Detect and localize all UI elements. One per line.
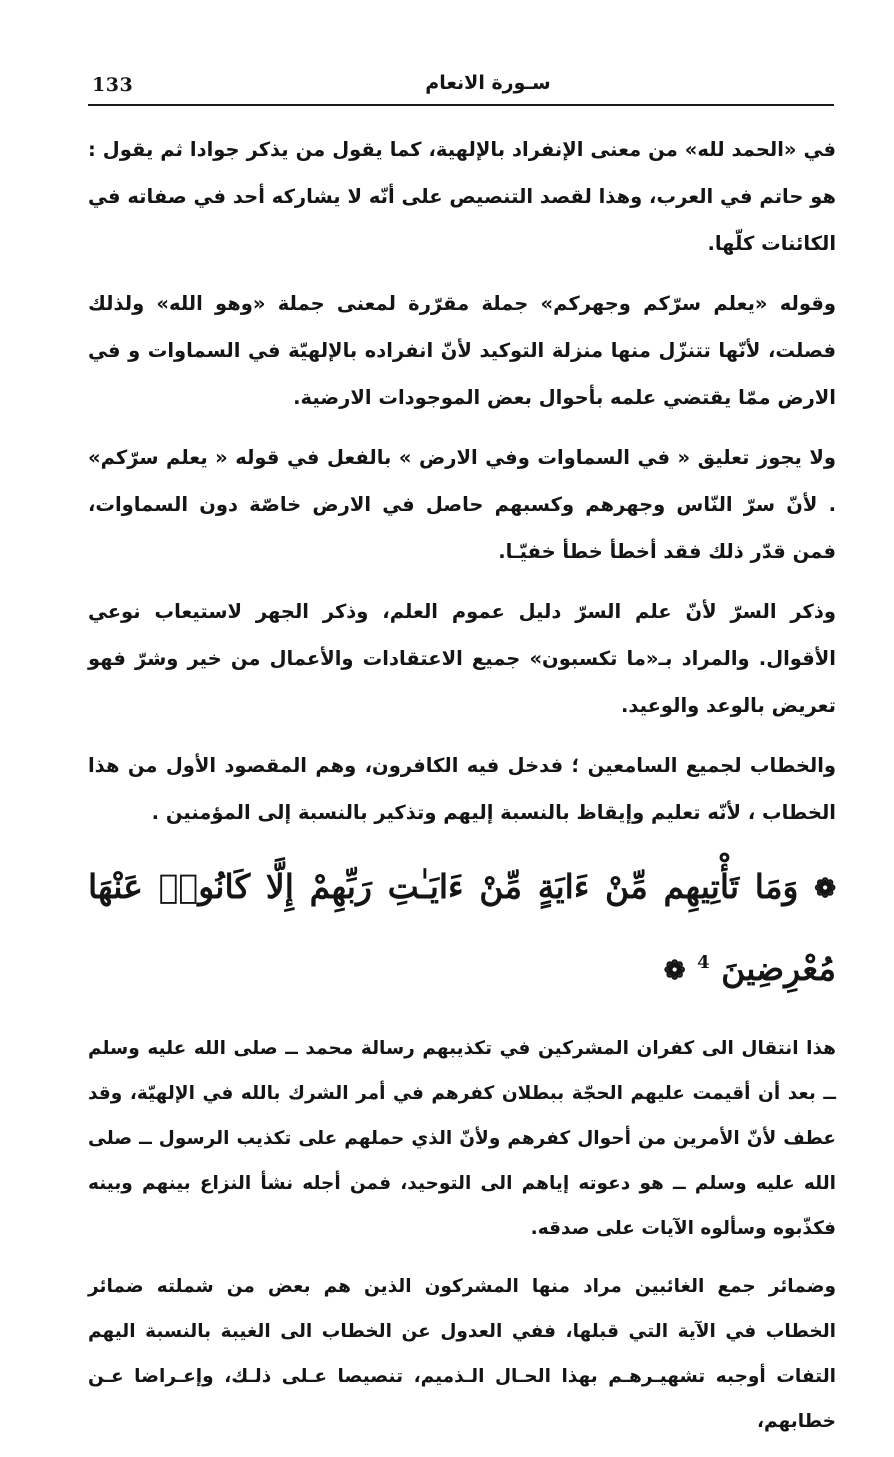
verse-number: 4 [697, 952, 710, 973]
page-number: 133 [92, 74, 134, 96]
page-header [88, 72, 836, 102]
running-title: سـورة الانعام [425, 72, 551, 94]
verse-close-ornament-icon: ❁ [663, 956, 686, 986]
quran-verse [88, 850, 836, 1008]
verse-open-ornament-icon: ❁ [814, 874, 836, 904]
commentary-paragraph: هذا انتقال الى كفران المشركين في تكذيبهم رسالة محمد ــ صلى الله عليه وسلم ــ بعد أن أقيمت عليهم الحجّة ببطلان كفرهم في أمر الشرك بالله في الإلهيّة، وقد عطف لأنّ الأمرين من أحوال كفرهم ولأنّ الذي حملهم على تكذيب الرسول ــ صلى الله عليه وسلم ــ هو دعوته إياهم الى التوحيد، فمن أجله نشأ النزاع بينهم وبينه فكذّبوه وسألوه الآيات على صدقه. [88, 1038, 836, 1239]
commentary-paragraph: وضمائر جمع الغائبين مراد منها المشركون الذين هم بعض من شملته ضمائر الخطاب في الآية التي قبلها، ففي العدول عن الخطاب الى الغيبة بالنسبة اليهم التفات أوجبه تشهيـرهـم بهذا الحـال الـذميم، تنصيصا عـلى ذلـك، وإعـراضا عـن خطابهم، [88, 1276, 836, 1432]
paragraph: وذكر السرّ لأنّ علم السرّ دليل عموم العلم، وذكر الجهر لاستيعاب نوعي الأقوال. والمراد بـ«ما تكسبون» جميع الاعتقادات والأعمال من خير وشرّ فهو تعريض بالوعد والوعيد. [88, 600, 836, 717]
page-body [88, 126, 836, 1457]
paragraph: والخطاب لجميع السامعين ؛ فدخل فيه الكافرون، وهم المقصود الأول من هذا الخطاب ، لأنّه تعليم وإيقاظ بالنسبة إليهم وتذكير بالنسبة إلى المؤمنين . [88, 754, 836, 824]
paragraph: وقوله «يعلم سرّكم وجهركم» جملة مقرّرة لمعنى جملة «وهو الله» ولذلك فصلت، لأنّها تتنزّل منها منزلة التوكيد لأنّ انفراده بالإلهيّة في السماوات و في الارض ممّا يقتضي علمه بأحوال بعض الموجودات الارضية. [88, 292, 836, 409]
header-rule [88, 104, 834, 106]
paragraph: في «الحمد لله» من معنى الإنفراد بالإلهية، كما يقول من يذكر جوادا ثم يقول : هو حاتم في العرب، وهذا لقصد التنصيص على أنّه لا يشاركه أحد في صفاته في الكائنات كلّها. [88, 138, 836, 255]
verse-text: وَمَا تَأْتِيهِم مِّنْ ءَايَةٍ مِّنْ ءَايَـٰتِ رَبِّهِمْ إِلَّا كَانُوا۟ عَنْهَا مُعْرِضِينَ [88, 867, 836, 988]
paragraph: ولا يجوز تعليق « في السماوات وفي الارض » بالفعل في قوله « يعلم سرّكم» . لأنّ سرّ النّاس وجهرهم وكسبهم حاصل في الارض خاصّة دون السماوات، فمن قدّر ذلك فقد أخطأ خطأ خفيّـا. [88, 446, 836, 563]
